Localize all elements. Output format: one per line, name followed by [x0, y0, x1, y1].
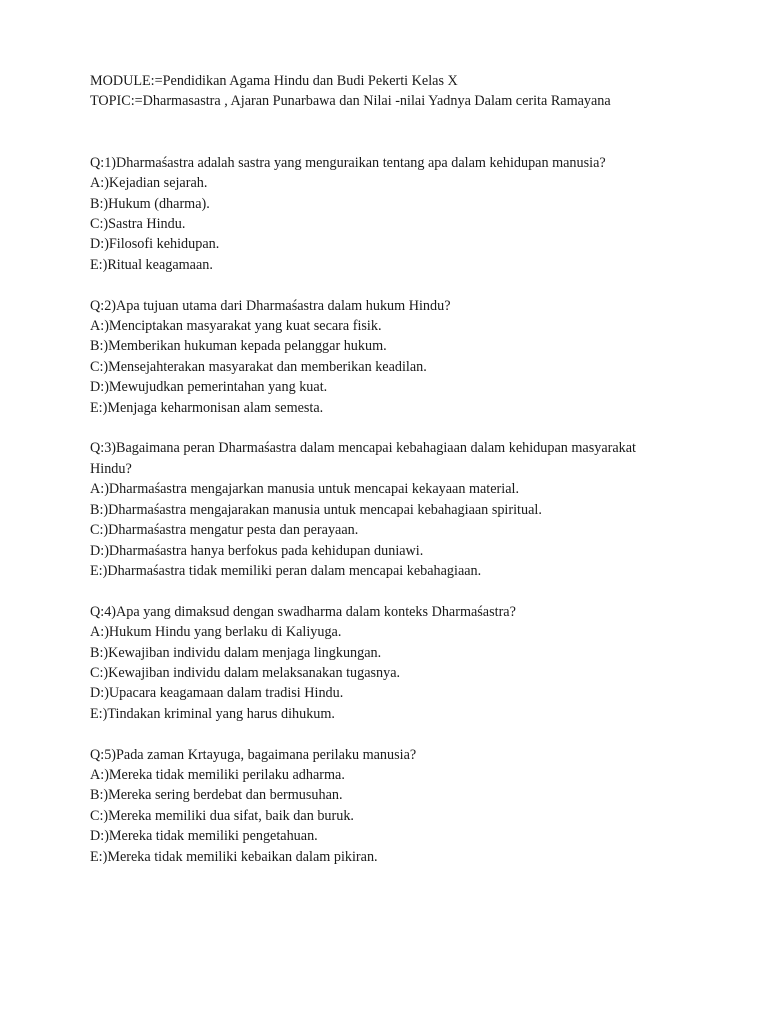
answer-option-d: D:)Mereka tidak memiliki pengetahuan. [90, 828, 318, 845]
question-text: Q:5)Pada zaman Krtayuga, bagaimana perilaku manusia? [90, 746, 417, 763]
answer-option-b: B:)Mereka sering berdebat dan bermusuhan. [90, 787, 343, 804]
answer-option-e: E:)Menjaga keharmonisan alam semesta. [90, 399, 324, 416]
answer-option-d: D:)Dharmaśastra hanya berfokus pada kehidupan duniawi. [90, 542, 424, 559]
answer-option-a: A:)Menciptakan masyarakat yang kuat secara fisik. [90, 318, 382, 335]
answer-option-c: C:)Mensejahterakan masyarakat dan memberikan keadilan. [90, 358, 427, 375]
answer-option-c: C:)Sastra Hindu. [90, 216, 186, 233]
question-text: Q:3)Bagaimana peran Dharmaśastra dalam mencapai kebahagiaan dalam kehidupan masyarakat Hindu? [90, 440, 636, 477]
question-block-1 [90, 153, 690, 275]
answer-option-b: B:)Memberikan hukuman kepada pelanggar hukum. [90, 338, 387, 355]
question-text: Q:2)Apa tujuan utama dari Dharmaśastra dalam hukum Hindu? [90, 297, 451, 314]
answer-option-e: E:)Dharmaśastra tidak memiliki peran dalam mencapai kebahagiaan. [90, 562, 482, 579]
question-block-4 [90, 602, 690, 724]
answer-option-d: D:)Filosofi kehidupan. [90, 236, 220, 253]
document-content [90, 71, 690, 887]
topic-line: TOPIC:=Dharmasastra , Ajaran Punarbawa dan Nilai -nilai Yadnya Dalam cerita Ramayana [90, 93, 611, 110]
document-header [90, 71, 690, 112]
question-block-5 [90, 745, 690, 867]
answer-option-c: C:)Mereka memiliki dua sifat, baik dan buruk. [90, 807, 354, 824]
answer-option-d: D:)Mewujudkan pemerintahan yang kuat. [90, 379, 328, 396]
question-block-2 [90, 296, 690, 418]
answer-option-b: B:)Dharmaśastra mengajarakan manusia untuk mencapai kebahagiaan spiritual. [90, 501, 542, 518]
module-line: MODULE:=Pendidikan Agama Hindu dan Budi Pekerti Kelas X [90, 73, 458, 89]
answer-option-a: A:)Hukum Hindu yang berlaku di Kaliyuga. [90, 624, 342, 641]
answer-option-c: C:)Dharmaśastra mengatur pesta dan perayaan. [90, 522, 359, 539]
answer-option-c: C:)Kewajiban individu dalam melaksanakan tugasnya. [90, 664, 401, 681]
question-block-3 [90, 438, 690, 581]
answer-option-e: E:)Mereka tidak memiliki kebaikan dalam pikiran. [90, 848, 378, 865]
answer-option-e: E:)Ritual keagamaan. [90, 256, 213, 273]
answer-option-a: A:)Kejadian sejarah. [90, 175, 208, 192]
question-text: Q:4)Apa yang dimaksud dengan swadharma dalam konteks Dharmaśastra? [90, 603, 516, 620]
answer-option-a: A:)Mereka tidak memiliki perilaku adharma. [90, 766, 345, 783]
answer-option-d: D:)Upacara keagamaan dalam tradisi Hindu. [90, 685, 344, 702]
answer-option-b: B:)Kewajiban individu dalam menjaga lingkungan. [90, 644, 382, 661]
answer-option-a: A:)Dharmaśastra mengajarkan manusia untuk mencapai kekayaan material. [90, 481, 519, 498]
answer-option-b: B:)Hukum (dharma). [90, 195, 210, 212]
question-text: Q:1)Dharmaśastra adalah sastra yang menguraikan tentang apa dalam kehidupan manusia? [90, 154, 606, 171]
answer-option-e: E:)Tindakan kriminal yang harus dihukum. [90, 705, 335, 722]
